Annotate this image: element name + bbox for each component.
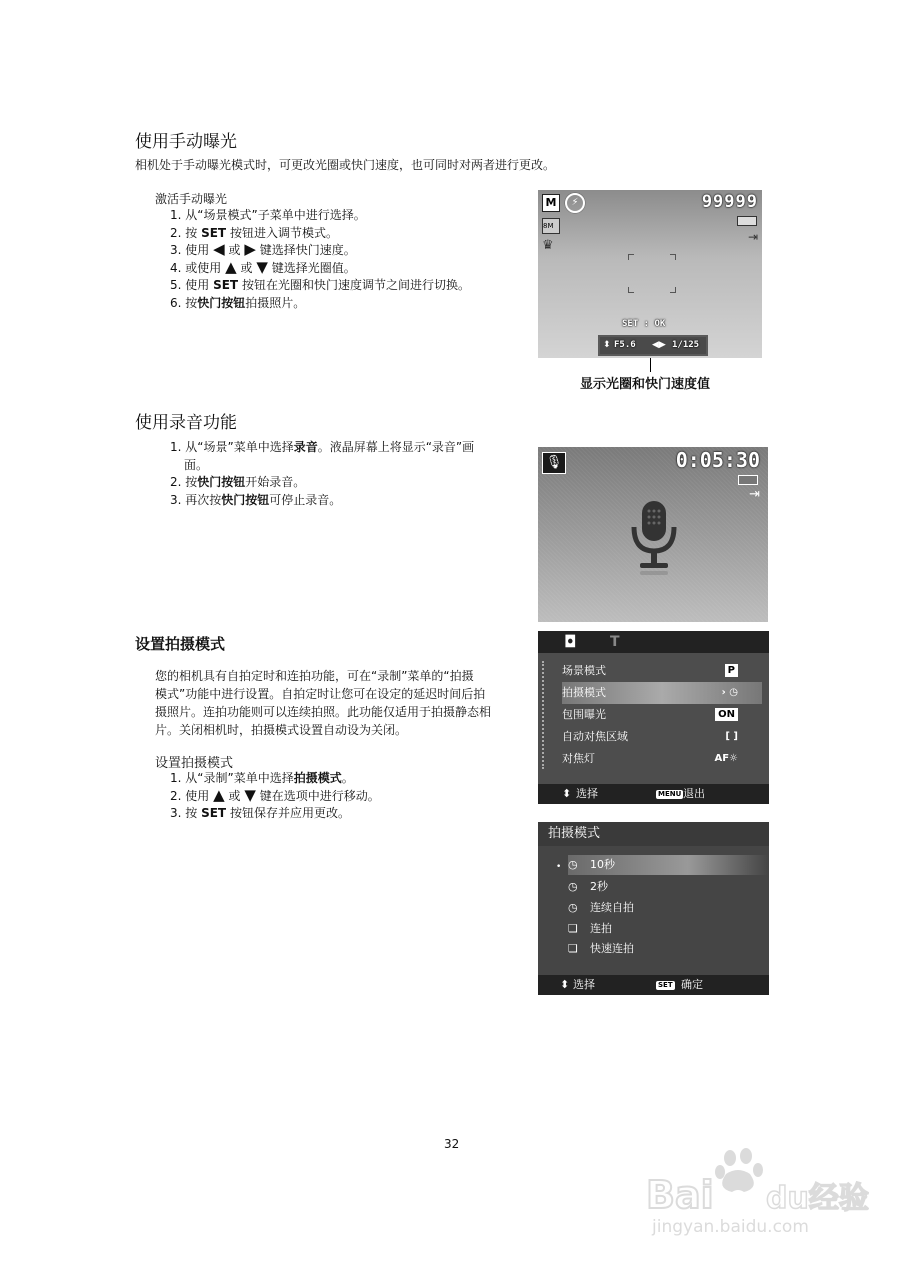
section2-steps xyxy=(170,439,474,509)
drive-option-continuous-self-timer[interactable]: ◷ 连续自拍 xyxy=(568,898,768,918)
section1-intro: 相机处于手动曝光模式时，可更改光圈或快门速度，也可同时对两者进行更改。 xyxy=(135,158,556,172)
step: 4. 或使用 ▲ 或 ▼ 键选择光圈值。 xyxy=(170,257,356,276)
flash-off-icon: ⚡ xyxy=(565,193,585,213)
step: 2. 按快门按钮开始录音。 xyxy=(170,475,306,489)
aperture-value: F5.6 xyxy=(614,340,636,350)
menu-footer: ⬍ 选择 MENU 退出 xyxy=(538,784,769,804)
memory-card-icon: ⇥ xyxy=(747,230,758,244)
left-right-icon: ◀▶ xyxy=(652,340,666,350)
menu-item-bracketing[interactable]: 包围曝光 ON xyxy=(562,704,762,726)
self-timer-icon: ◷ xyxy=(568,858,578,871)
menu-item-drive-mode[interactable]: 拍摄模式 › ◷ xyxy=(562,682,762,704)
section1-subtitle: 激活手动曝光 xyxy=(155,192,228,206)
paw-logo-icon xyxy=(640,1148,880,1238)
step: 2. 按 SET 按钮进入调节模式。 xyxy=(170,225,338,240)
focus-bracket-br xyxy=(670,287,676,293)
baidu-jingyan-watermark xyxy=(640,1148,880,1238)
right-arrow-icon: ▶ xyxy=(244,240,256,258)
section3-subtitle: 设置拍摄模式 xyxy=(155,756,234,771)
quality-icon: ♛ xyxy=(542,238,554,253)
step: 1. 从“录制”菜单中选择拍摄模式。 xyxy=(170,771,354,785)
down-arrow-icon: ▼ xyxy=(256,257,268,276)
record-timer: 0:05:30 xyxy=(675,448,760,472)
up-arrow-icon: ▲ xyxy=(225,257,237,276)
microphone-icon xyxy=(626,499,682,589)
menu-key-icon: MENU xyxy=(658,789,682,798)
page-number: 32 xyxy=(444,1137,460,1151)
step: 3. 使用 ◀ 或 ▶ 键选择快门速度。 xyxy=(170,240,356,258)
step: 5. 使用 SET 按钮在光圈和快门速度调节之间进行切换。 xyxy=(170,278,470,292)
self-timer-icon: ◷ xyxy=(568,880,578,893)
step: 1. 从“场景模式”子菜单中进行选择。 xyxy=(170,208,366,222)
svg-text:Bai: Bai xyxy=(646,1173,714,1217)
menu-item-af-lamp[interactable]: 对焦灯 AF☼ xyxy=(562,752,738,765)
drive-menu-header: 拍摄模式 xyxy=(538,822,769,846)
camera-screen-voice-record xyxy=(538,447,768,622)
step: 3. 按 SET 按钮保存并应用更改。 xyxy=(170,806,350,820)
step: 6. 按快门按钮拍摄照片。 xyxy=(170,295,306,310)
drive-option-continuous[interactable]: ❏ 连拍 xyxy=(568,919,768,939)
setup-icon: T xyxy=(610,634,620,650)
drive-menu-footer: ⬍ 选择 SET 确定 xyxy=(538,975,769,995)
focus-bracket-bl xyxy=(628,287,634,293)
aperture-shutter-box xyxy=(598,335,708,356)
drive-option-2s[interactable]: ◷ 2秒 xyxy=(568,877,768,897)
up-arrow-icon: ▲ xyxy=(213,785,225,804)
shutter-value: 1/125 xyxy=(672,340,700,350)
menu-tab-bar xyxy=(538,631,769,653)
focus-bracket-tr xyxy=(670,254,676,260)
section3-title: 设置拍摄模式 xyxy=(135,635,226,653)
menu-item-scene-mode[interactable]: 场景模式 P xyxy=(562,660,762,682)
self-timer-icon: ◷ xyxy=(568,901,578,914)
memory-card-icon: ⇥ xyxy=(749,487,760,502)
camera-screen-drive-menu xyxy=(538,822,769,995)
step: 2. 使用 ▲ 或 ▼ 键在选项中进行移动。 xyxy=(170,785,380,804)
set-key-icon: SET xyxy=(658,980,673,989)
section3-paragraph: 您的相机具有自拍定时和连拍功能，可在“录制”菜单的“拍摄 模式”功能中进行设置。自拍定时让您可在设定的延迟时间后拍 摄照片。连拍功能则可以连续拍照。此功能仅适用于拍摄静态相 片。关闭相机时，拍摄模式设置自动设为关闭。 xyxy=(155,669,492,737)
camera-icon: ◘ xyxy=(564,632,577,651)
svg-text:du经验: du经验 xyxy=(766,1181,869,1216)
size-icon: 8M xyxy=(542,218,560,234)
camera-screen-record-menu xyxy=(538,631,769,804)
selected-bullet: • xyxy=(556,862,562,872)
up-down-icon: ⬍ xyxy=(603,340,611,350)
down-arrow-icon: ▼ xyxy=(244,785,256,804)
section1-steps xyxy=(170,207,470,312)
section1-title: 使用手动曝光 xyxy=(135,132,237,152)
up-down-icon: ⬍ xyxy=(560,978,570,991)
set-ok-hint: SET : OK xyxy=(622,319,666,329)
drive-option-fast-continuous[interactable]: ❏ 快速连拍 xyxy=(568,939,768,959)
battery-icon xyxy=(738,475,758,485)
step: 1. 从“场景”菜单中选择录音。液晶屏幕上将显示“录音”画 xyxy=(170,440,475,454)
section2-title: 使用录音功能 xyxy=(135,413,237,433)
screen-caption: 显示光圈和快门速度值 xyxy=(580,377,711,392)
drive-option-10s[interactable]: ◷ 10秒 xyxy=(568,855,768,875)
svg-text:jingyan.baidu.com: jingyan.baidu.com xyxy=(652,1217,809,1237)
camera-screen-manual-exposure xyxy=(538,190,762,358)
burst-icon: ❏ xyxy=(568,922,578,935)
focus-bracket-tl xyxy=(628,254,634,260)
fast-burst-icon: ❏ xyxy=(568,942,578,955)
voice-mode-icon: 🎙 xyxy=(542,452,566,474)
step-continued: 面。 xyxy=(184,457,209,472)
section3-steps xyxy=(170,770,380,823)
step: 3. 再次按快门按钮可停止录音。 xyxy=(170,492,342,507)
callout-line xyxy=(650,358,651,372)
shots-remaining: 99999 xyxy=(701,192,758,212)
scroll-indicator xyxy=(542,661,547,769)
battery-icon xyxy=(737,216,757,226)
menu-item-af-area[interactable]: 自动对焦区域 [ ] xyxy=(562,730,738,743)
left-arrow-icon: ◀ xyxy=(213,240,225,258)
up-down-icon: ⬍ xyxy=(562,787,572,800)
mode-m-badge: M xyxy=(542,194,560,212)
